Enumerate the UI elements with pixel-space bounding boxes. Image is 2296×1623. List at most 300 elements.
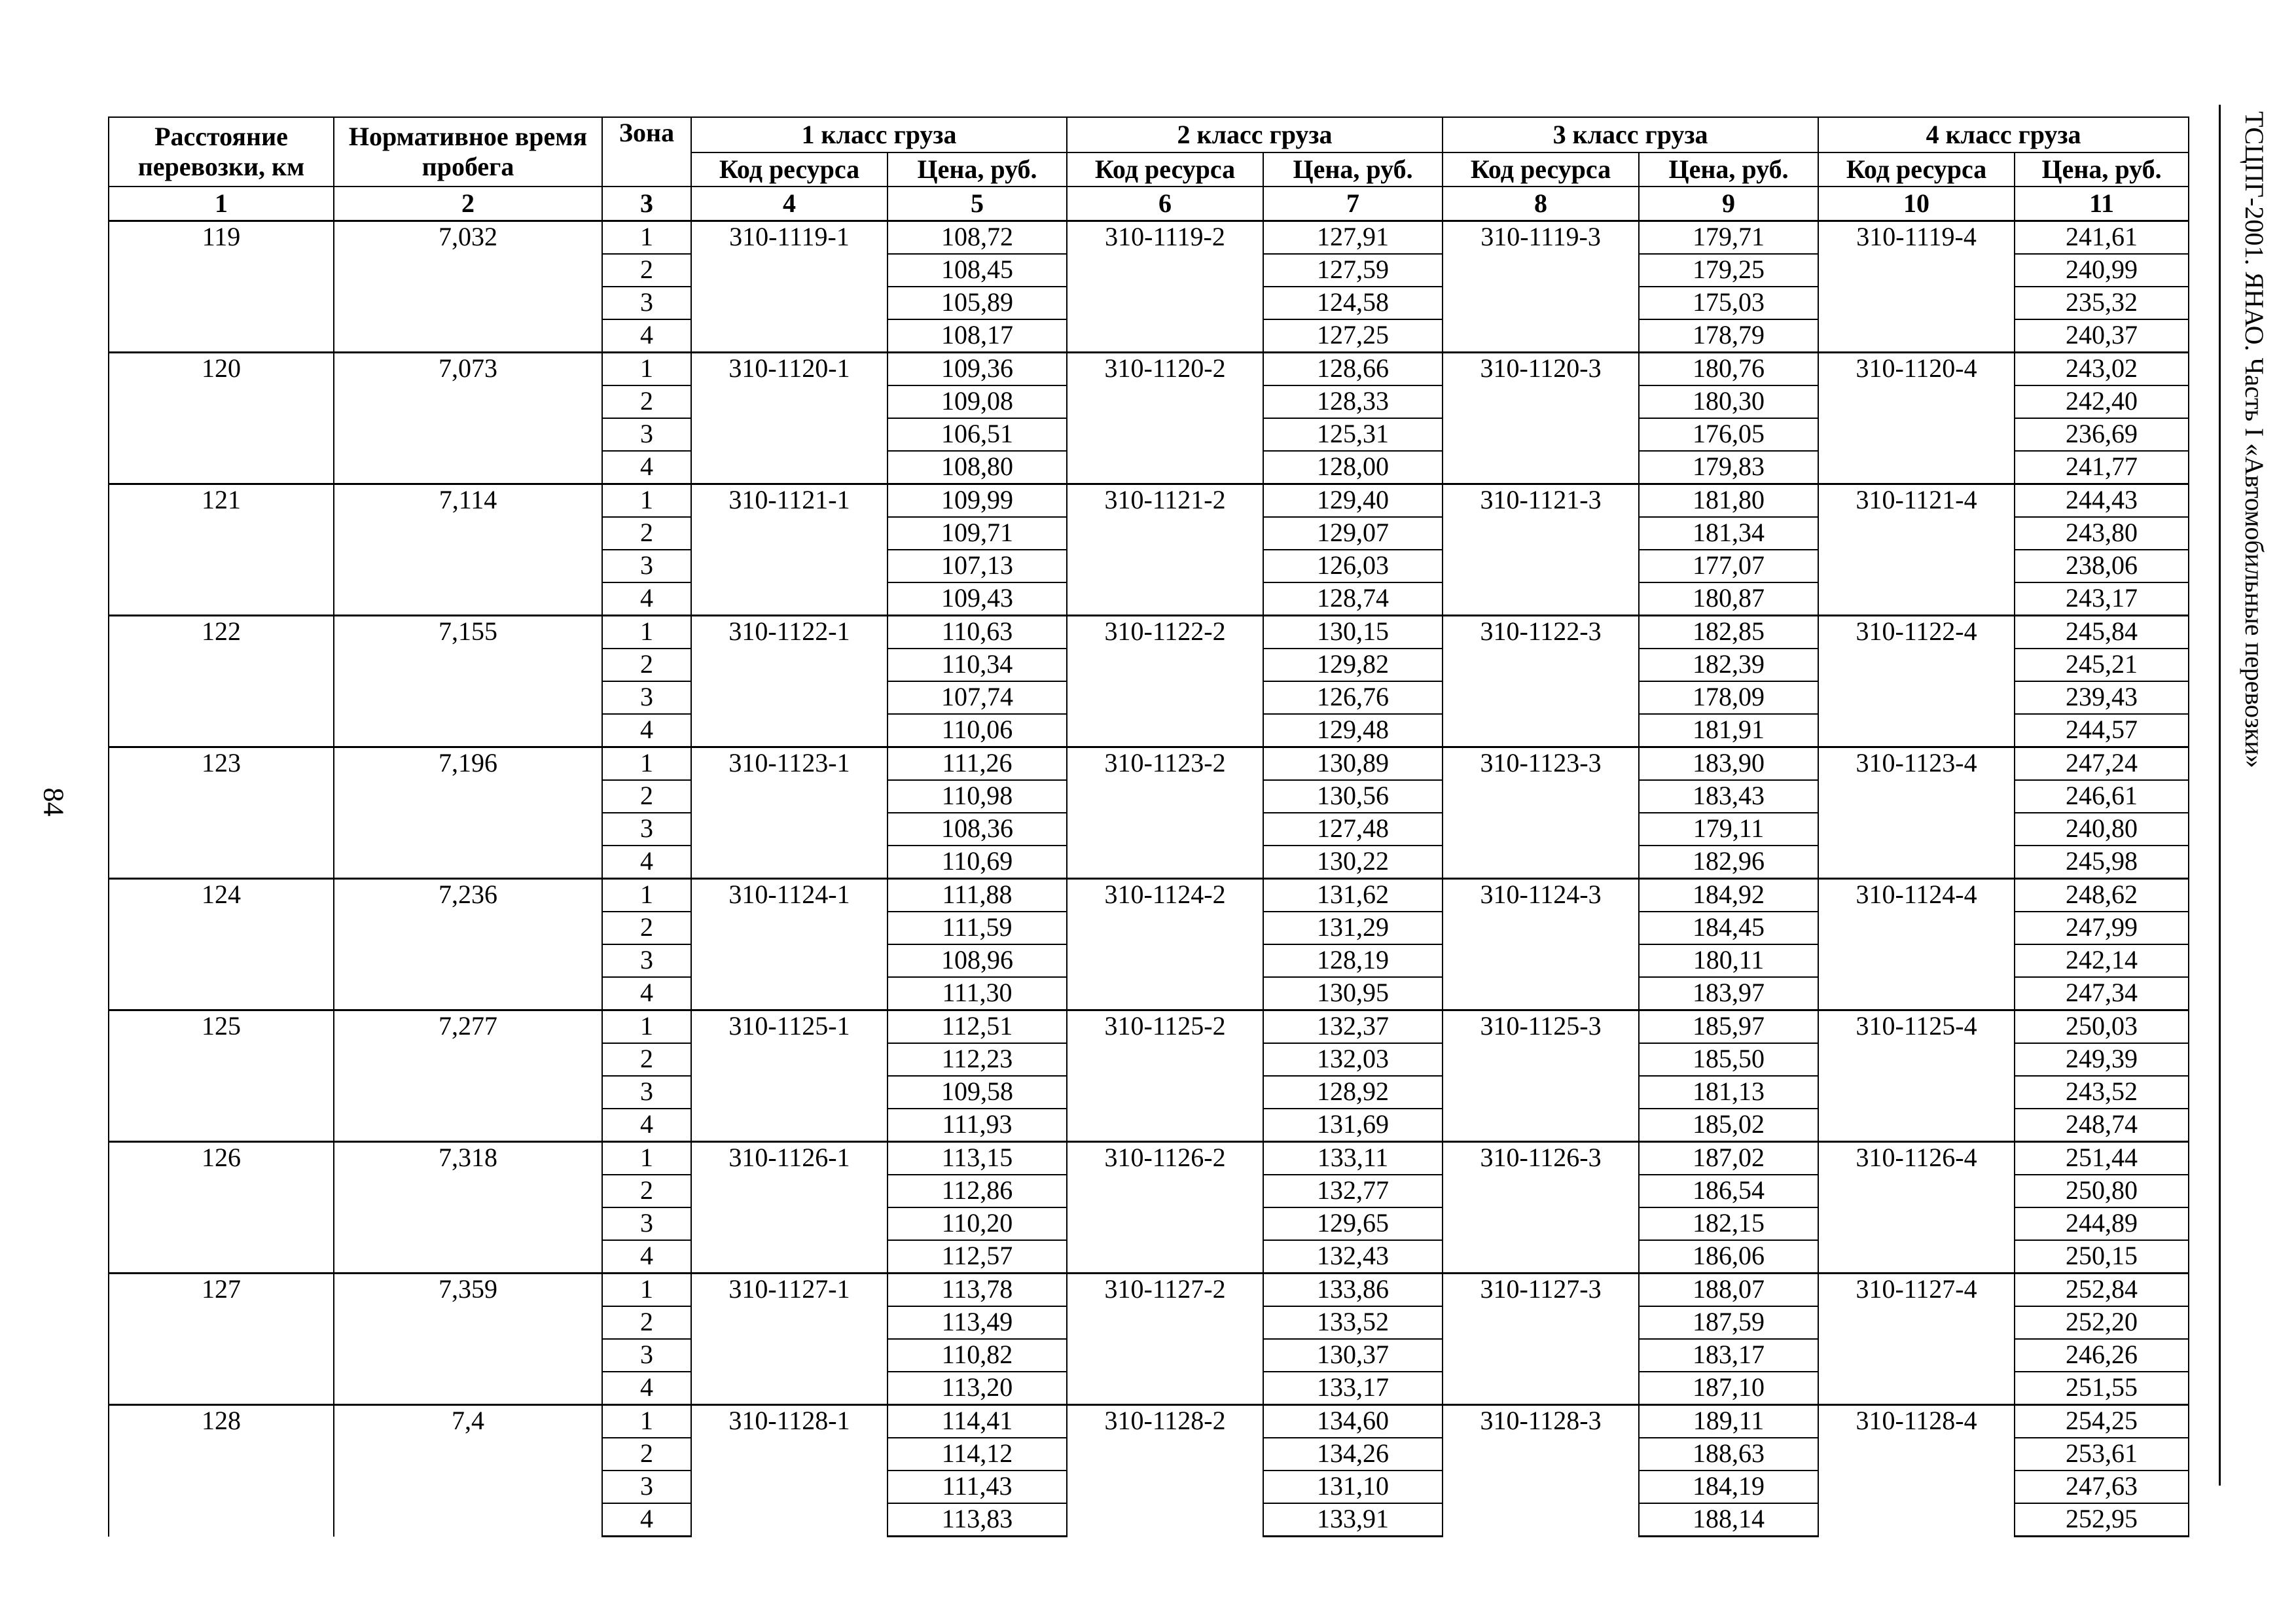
resource-code-cell: 310-1121-1 (691, 484, 888, 616)
header-distance: Расстояние перевозки, км (109, 117, 334, 187)
tariff-table-container (108, 116, 2188, 1537)
header-class-1: 1 класс груза (691, 117, 1067, 152)
zone-cell: 1 (602, 1010, 691, 1044)
price-cell: 108,17 (888, 319, 1067, 353)
price-cell: 113,20 (888, 1372, 1067, 1405)
resource-code-cell: 310-1128-2 (1067, 1405, 1263, 1537)
time-cell: 7,196 (334, 747, 602, 879)
price-cell: 126,03 (1263, 550, 1443, 582)
resource-code-cell: 310-1119-1 (691, 221, 888, 353)
price-cell: 187,59 (1639, 1306, 1818, 1339)
price-cell: 246,61 (2015, 780, 2189, 813)
price-cell: 133,17 (1263, 1372, 1443, 1405)
price-cell: 133,86 (1263, 1274, 1443, 1307)
zone-cell: 2 (602, 254, 691, 287)
price-cell: 132,03 (1263, 1043, 1443, 1076)
tariff-table-body (109, 221, 2189, 1537)
price-cell: 128,74 (1263, 582, 1443, 616)
price-cell: 113,83 (888, 1503, 1067, 1537)
price-cell: 188,14 (1639, 1503, 1818, 1537)
price-cell: 183,97 (1639, 977, 1818, 1010)
price-cell: 125,31 (1263, 418, 1443, 451)
resource-code-cell: 310-1120-4 (1818, 353, 2015, 484)
zone-cell: 4 (602, 451, 691, 484)
price-cell: 177,07 (1639, 550, 1818, 582)
price-cell: 183,43 (1639, 780, 1818, 813)
price-cell: 128,66 (1263, 353, 1443, 386)
price-cell: 184,92 (1639, 879, 1818, 912)
price-cell: 114,41 (888, 1405, 1067, 1438)
price-cell: 112,51 (888, 1010, 1067, 1044)
price-cell: 110,63 (888, 616, 1067, 649)
price-cell: 249,39 (2015, 1043, 2189, 1076)
price-cell: 251,55 (2015, 1372, 2189, 1405)
price-cell: 128,00 (1263, 451, 1443, 484)
price-cell: 134,60 (1263, 1405, 1443, 1438)
time-cell: 7,032 (334, 221, 602, 353)
column-number: 6 (1067, 187, 1263, 221)
table-row (109, 747, 2189, 781)
price-cell: 113,15 (888, 1142, 1067, 1175)
price-cell: 184,45 (1639, 912, 1818, 944)
zone-cell: 4 (602, 1372, 691, 1405)
distance-cell: 125 (109, 1010, 334, 1142)
resource-code-cell: 310-1123-4 (1818, 747, 2015, 879)
zone-cell: 1 (602, 1405, 691, 1438)
time-cell: 7,073 (334, 353, 602, 484)
price-cell: 109,08 (888, 385, 1067, 418)
price-cell: 112,57 (888, 1240, 1067, 1274)
header-zone: Зона (602, 117, 691, 187)
price-cell: 127,48 (1263, 813, 1443, 846)
price-cell: 111,43 (888, 1471, 1067, 1503)
resource-code-cell: 310-1120-3 (1443, 353, 1639, 484)
price-cell: 243,80 (2015, 517, 2189, 550)
price-cell: 110,98 (888, 780, 1067, 813)
price-cell: 133,52 (1263, 1306, 1443, 1339)
price-cell: 108,96 (888, 944, 1067, 977)
table-row (109, 353, 2189, 386)
price-cell: 108,80 (888, 451, 1067, 484)
zone-cell: 1 (602, 1142, 691, 1175)
resource-code-cell: 310-1125-1 (691, 1010, 888, 1142)
resource-code-cell: 310-1128-3 (1443, 1405, 1639, 1537)
price-cell: 187,02 (1639, 1142, 1818, 1175)
price-cell: 108,45 (888, 254, 1067, 287)
time-cell: 7,155 (334, 616, 602, 747)
resource-code-cell: 310-1119-4 (1818, 221, 2015, 353)
column-number: 10 (1818, 187, 2015, 221)
price-cell: 114,12 (888, 1438, 1067, 1471)
column-number: 8 (1443, 187, 1639, 221)
time-cell: 7,236 (334, 879, 602, 1010)
price-cell: 107,74 (888, 681, 1067, 714)
price-cell: 109,99 (888, 484, 1067, 518)
zone-cell: 4 (602, 1503, 691, 1537)
zone-cell: 1 (602, 221, 691, 255)
resource-code-cell: 310-1123-1 (691, 747, 888, 879)
price-cell: 110,06 (888, 714, 1067, 747)
resource-code-cell: 310-1127-1 (691, 1274, 888, 1405)
price-cell: 183,17 (1639, 1339, 1818, 1372)
price-cell: 252,20 (2015, 1306, 2189, 1339)
price-cell: 186,06 (1639, 1240, 1818, 1274)
column-number: 2 (334, 187, 602, 221)
price-cell: 240,99 (2015, 254, 2189, 287)
resource-code-cell: 310-1126-4 (1818, 1142, 2015, 1274)
price-cell: 247,34 (2015, 977, 2189, 1010)
price-cell: 131,69 (1263, 1109, 1443, 1142)
resource-code-cell: 310-1122-4 (1818, 616, 2015, 747)
zone-cell: 3 (602, 813, 691, 846)
price-cell: 182,85 (1639, 616, 1818, 649)
price-cell: 130,56 (1263, 780, 1443, 813)
resource-code-cell: 310-1121-2 (1067, 484, 1263, 616)
zone-cell: 3 (602, 1471, 691, 1503)
price-cell: 250,15 (2015, 1240, 2189, 1274)
price-cell: 188,07 (1639, 1274, 1818, 1307)
price-cell: 248,62 (2015, 879, 2189, 912)
distance-cell: 123 (109, 747, 334, 879)
price-cell: 185,50 (1639, 1043, 1818, 1076)
price-cell: 109,36 (888, 353, 1067, 386)
time-cell: 7,4 (334, 1405, 602, 1537)
price-cell: 236,69 (2015, 418, 2189, 451)
zone-cell: 2 (602, 1043, 691, 1076)
distance-cell: 122 (109, 616, 334, 747)
price-cell: 110,82 (888, 1339, 1067, 1372)
zone-cell: 3 (602, 681, 691, 714)
price-cell: 184,19 (1639, 1471, 1818, 1503)
price-cell: 252,95 (2015, 1503, 2189, 1537)
price-cell: 251,44 (2015, 1142, 2189, 1175)
zone-cell: 3 (602, 944, 691, 977)
column-number: 1 (109, 187, 334, 221)
zone-cell: 3 (602, 1339, 691, 1372)
price-cell: 109,71 (888, 517, 1067, 550)
resource-code-cell: 310-1125-4 (1818, 1010, 2015, 1142)
zone-cell: 1 (602, 484, 691, 518)
price-cell: 235,32 (2015, 287, 2189, 319)
resource-code-cell: 310-1124-2 (1067, 879, 1263, 1010)
price-cell: 180,11 (1639, 944, 1818, 977)
price-cell: 242,14 (2015, 944, 2189, 977)
distance-cell: 119 (109, 221, 334, 353)
margin-rule (2219, 105, 2221, 1486)
zone-cell: 2 (602, 1306, 691, 1339)
column-number: 4 (691, 187, 888, 221)
resource-code-cell: 310-1122-3 (1443, 616, 1639, 747)
price-cell: 247,63 (2015, 1471, 2189, 1503)
header-code: Код ресурса (1067, 152, 1263, 187)
header-price: Цена, руб. (888, 152, 1067, 187)
header-price: Цена, руб. (2015, 152, 2189, 187)
zone-cell: 1 (602, 616, 691, 649)
price-cell: 111,88 (888, 879, 1067, 912)
header-code: Код ресурса (691, 152, 888, 187)
zone-cell: 2 (602, 912, 691, 944)
resource-code-cell: 310-1119-2 (1067, 221, 1263, 353)
price-cell: 109,58 (888, 1076, 1067, 1109)
resource-code-cell: 310-1127-3 (1443, 1274, 1639, 1405)
zone-cell: 3 (602, 1076, 691, 1109)
price-cell: 245,21 (2015, 649, 2189, 681)
column-number: 3 (602, 187, 691, 221)
price-cell: 181,34 (1639, 517, 1818, 550)
price-cell: 243,52 (2015, 1076, 2189, 1109)
price-cell: 245,84 (2015, 616, 2189, 649)
distance-cell: 124 (109, 879, 334, 1010)
zone-cell: 4 (602, 582, 691, 616)
price-cell: 187,10 (1639, 1372, 1818, 1405)
price-cell: 109,43 (888, 582, 1067, 616)
price-cell: 244,43 (2015, 484, 2189, 518)
price-cell: 181,80 (1639, 484, 1818, 518)
price-cell: 183,90 (1639, 747, 1818, 781)
header-class-2: 2 класс груза (1067, 117, 1443, 152)
price-cell: 112,86 (888, 1175, 1067, 1207)
table-row (109, 1010, 2189, 1044)
zone-cell: 2 (602, 1438, 691, 1471)
price-cell: 132,37 (1263, 1010, 1443, 1044)
table-row (109, 1405, 2189, 1438)
price-cell: 129,82 (1263, 649, 1443, 681)
price-cell: 180,30 (1639, 385, 1818, 418)
header-price: Цена, руб. (1263, 152, 1443, 187)
price-cell: 127,25 (1263, 319, 1443, 353)
column-number: 11 (2015, 187, 2189, 221)
price-cell: 134,26 (1263, 1438, 1443, 1471)
header-code: Код ресурса (1443, 152, 1639, 187)
price-cell: 131,62 (1263, 879, 1443, 912)
price-cell: 130,15 (1263, 616, 1443, 649)
zone-cell: 2 (602, 780, 691, 813)
price-cell: 113,78 (888, 1274, 1067, 1307)
header-time: Нормативное время пробега (334, 117, 602, 187)
header-code: Код ресурса (1818, 152, 2015, 187)
zone-cell: 4 (602, 1240, 691, 1274)
price-cell: 245,98 (2015, 846, 2189, 879)
time-cell: 7,114 (334, 484, 602, 616)
price-cell: 247,99 (2015, 912, 2189, 944)
resource-code-cell: 310-1122-1 (691, 616, 888, 747)
header-row-numbers (109, 187, 2189, 221)
price-cell: 128,19 (1263, 944, 1443, 977)
resource-code-cell: 310-1124-3 (1443, 879, 1639, 1010)
resource-code-cell: 310-1124-4 (1818, 879, 2015, 1010)
zone-cell: 1 (602, 879, 691, 912)
resource-code-cell: 310-1126-3 (1443, 1142, 1639, 1274)
price-cell: 108,72 (888, 221, 1067, 255)
price-cell: 133,11 (1263, 1142, 1443, 1175)
price-cell: 129,65 (1263, 1207, 1443, 1240)
zone-cell: 4 (602, 1109, 691, 1142)
zone-cell: 4 (602, 846, 691, 879)
header-class-4: 4 класс груза (1818, 117, 2189, 152)
price-cell: 186,54 (1639, 1175, 1818, 1207)
resource-code-cell: 310-1126-2 (1067, 1142, 1263, 1274)
resource-code-cell: 310-1128-1 (691, 1405, 888, 1537)
running-title: ТСЦПГ-2001. ЯНАО. Часть I «Автомобильные перевозки» (2240, 111, 2269, 768)
table-row (109, 879, 2189, 912)
price-cell: 185,02 (1639, 1109, 1818, 1142)
zone-cell: 3 (602, 1207, 691, 1240)
price-cell: 111,93 (888, 1109, 1067, 1142)
price-cell: 130,95 (1263, 977, 1443, 1010)
time-cell: 7,277 (334, 1010, 602, 1142)
price-cell: 108,36 (888, 813, 1067, 846)
table-row (109, 221, 2189, 255)
price-cell: 182,39 (1639, 649, 1818, 681)
zone-cell: 2 (602, 517, 691, 550)
zone-cell: 1 (602, 1274, 691, 1307)
price-cell: 175,03 (1639, 287, 1818, 319)
distance-cell: 121 (109, 484, 334, 616)
price-cell: 240,37 (2015, 319, 2189, 353)
price-cell: 241,77 (2015, 451, 2189, 484)
price-cell: 128,92 (1263, 1076, 1443, 1109)
price-cell: 179,11 (1639, 813, 1818, 846)
price-cell: 189,11 (1639, 1405, 1818, 1438)
price-cell: 130,89 (1263, 747, 1443, 781)
zone-cell: 1 (602, 353, 691, 386)
price-cell: 246,26 (2015, 1339, 2189, 1372)
zone-cell: 1 (602, 747, 691, 781)
price-cell: 180,76 (1639, 353, 1818, 386)
time-cell: 7,359 (334, 1274, 602, 1405)
price-cell: 131,29 (1263, 912, 1443, 944)
price-cell: 179,71 (1639, 221, 1818, 255)
resource-code-cell: 310-1123-2 (1067, 747, 1263, 879)
header-row-top (109, 117, 2189, 152)
price-cell: 106,51 (888, 418, 1067, 451)
price-cell: 185,97 (1639, 1010, 1818, 1044)
zone-cell: 4 (602, 714, 691, 747)
price-cell: 242,40 (2015, 385, 2189, 418)
price-cell: 128,33 (1263, 385, 1443, 418)
price-cell: 132,77 (1263, 1175, 1443, 1207)
zone-cell: 3 (602, 287, 691, 319)
resource-code-cell: 310-1120-2 (1067, 353, 1263, 484)
price-cell: 250,03 (2015, 1010, 2189, 1044)
price-cell: 133,91 (1263, 1503, 1443, 1537)
page-number: 84 (37, 787, 70, 817)
zone-cell: 4 (602, 319, 691, 353)
resource-code-cell: 310-1124-1 (691, 879, 888, 1010)
price-cell: 130,22 (1263, 846, 1443, 879)
header-class-3: 3 класс груза (1443, 117, 1818, 152)
price-cell: 110,34 (888, 649, 1067, 681)
price-cell: 238,06 (2015, 550, 2189, 582)
price-cell: 130,37 (1263, 1339, 1443, 1372)
price-cell: 243,02 (2015, 353, 2189, 386)
table-row (109, 1274, 2189, 1307)
price-cell: 181,13 (1639, 1076, 1818, 1109)
price-cell: 129,48 (1263, 714, 1443, 747)
header-price: Цена, руб. (1639, 152, 1818, 187)
price-cell: 126,76 (1263, 681, 1443, 714)
price-cell: 176,05 (1639, 418, 1818, 451)
price-cell: 132,43 (1263, 1240, 1443, 1274)
resource-code-cell: 310-1128-4 (1818, 1405, 2015, 1537)
price-cell: 178,79 (1639, 319, 1818, 353)
resource-code-cell: 310-1120-1 (691, 353, 888, 484)
price-cell: 247,24 (2015, 747, 2189, 781)
table-row (109, 616, 2189, 649)
price-cell: 252,84 (2015, 1274, 2189, 1307)
resource-code-cell: 310-1127-4 (1818, 1274, 2015, 1405)
price-cell: 111,30 (888, 977, 1067, 1010)
price-cell: 129,40 (1263, 484, 1443, 518)
price-cell: 241,61 (2015, 221, 2189, 255)
time-cell: 7,318 (334, 1142, 602, 1274)
zone-cell: 2 (602, 385, 691, 418)
price-cell: 248,74 (2015, 1109, 2189, 1142)
price-cell: 240,80 (2015, 813, 2189, 846)
zone-cell: 4 (602, 977, 691, 1010)
price-cell: 127,91 (1263, 221, 1443, 255)
resource-code-cell: 310-1121-3 (1443, 484, 1639, 616)
table-row (109, 484, 2189, 518)
column-number: 5 (888, 187, 1067, 221)
price-cell: 111,26 (888, 747, 1067, 781)
resource-code-cell: 310-1125-3 (1443, 1010, 1639, 1142)
resource-code-cell: 310-1126-1 (691, 1142, 888, 1274)
price-cell: 111,59 (888, 912, 1067, 944)
resource-code-cell: 310-1121-4 (1818, 484, 2015, 616)
price-cell: 182,96 (1639, 846, 1818, 879)
price-cell: 239,43 (2015, 681, 2189, 714)
price-cell: 181,91 (1639, 714, 1818, 747)
price-cell: 127,59 (1263, 254, 1443, 287)
price-cell: 110,69 (888, 846, 1067, 879)
price-cell: 124,58 (1263, 287, 1443, 319)
zone-cell: 3 (602, 550, 691, 582)
resource-code-cell: 310-1122-2 (1067, 616, 1263, 747)
price-cell: 178,09 (1639, 681, 1818, 714)
price-cell: 244,57 (2015, 714, 2189, 747)
price-cell: 253,61 (2015, 1438, 2189, 1471)
price-cell: 244,89 (2015, 1207, 2189, 1240)
distance-cell: 127 (109, 1274, 334, 1405)
resource-code-cell: 310-1123-3 (1443, 747, 1639, 879)
price-cell: 188,63 (1639, 1438, 1818, 1471)
price-cell: 180,87 (1639, 582, 1818, 616)
distance-cell: 120 (109, 353, 334, 484)
price-cell: 182,15 (1639, 1207, 1818, 1240)
resource-code-cell: 310-1127-2 (1067, 1274, 1263, 1405)
zone-cell: 2 (602, 649, 691, 681)
price-cell: 179,25 (1639, 254, 1818, 287)
column-number: 9 (1639, 187, 1818, 221)
resource-code-cell: 310-1119-3 (1443, 221, 1639, 353)
tariff-table (108, 116, 2189, 1537)
distance-cell: 128 (109, 1405, 334, 1537)
price-cell: 131,10 (1263, 1471, 1443, 1503)
resource-code-cell: 310-1125-2 (1067, 1010, 1263, 1142)
zone-cell: 3 (602, 418, 691, 451)
price-cell: 243,17 (2015, 582, 2189, 616)
price-cell: 179,83 (1639, 451, 1818, 484)
price-cell: 113,49 (888, 1306, 1067, 1339)
price-cell: 250,80 (2015, 1175, 2189, 1207)
price-cell: 129,07 (1263, 517, 1443, 550)
price-cell: 107,13 (888, 550, 1067, 582)
column-number: 7 (1263, 187, 1443, 221)
price-cell: 105,89 (888, 287, 1067, 319)
price-cell: 254,25 (2015, 1405, 2189, 1438)
price-cell: 112,23 (888, 1043, 1067, 1076)
